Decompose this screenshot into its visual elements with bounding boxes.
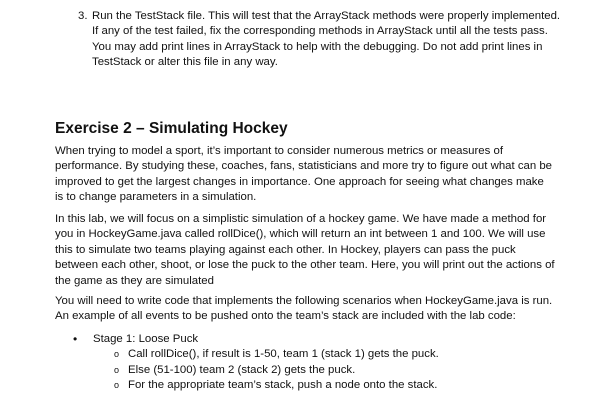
circle-bullet-icon: o — [114, 364, 120, 375]
step-number: 3. — [78, 10, 88, 22]
list-item — [114, 347, 553, 362]
list-item — [114, 363, 553, 378]
paragraph-intro: When trying to model a sport, it’s important to consider numerous metrics or measures of performance. By studying these, coaches, fans, statisticians and more try to figure out what can be improved to get the largest changes in importance. One approach for seeing what changes make is to change parameters in a simulation. — [55, 145, 553, 204]
stage-list — [73, 332, 553, 394]
circle-bullet-icon: o — [114, 349, 120, 360]
stage-1-sublist — [114, 347, 553, 393]
paragraph-simulation: In this lab, we will focus on a simplistic simulation of a hockey game. We have made a method for you in HockeyGame.java called rollDice(), which will return an int between 1 and 100. We will use this to simulate two teams playing against each other. In Hockey, players can pass the puck between each other, shoot, or lose the puck to the other team. Here, you will print out the actions of the game as they are simulated — [55, 213, 555, 287]
list-item-text: Call rollDice(), if result is 1-50, team 1 (stack 1) gets the puck. — [128, 348, 439, 361]
bullet-icon: • — [73, 332, 78, 346]
paragraph-requirements: You will need to write code that implements the following scenarios when HockeyGame.java is run. An example of all events to be pushed onto the team’s stack are included with the lab code: — [55, 295, 553, 323]
exercise-heading: Exercise 2 – Simulating Hockey — [55, 120, 288, 137]
list-item-text: For the appropriate team’s stack, push a node onto the stack. — [128, 379, 438, 392]
circle-bullet-icon: o — [114, 380, 120, 391]
list-item — [114, 378, 553, 393]
step-text: Run the TestStack file. This will test that the ArrayStack methods were properly implemented. If any of the test failed, fix the corresponding methods in ArrayStack until all the tests pass. You may add print lines in ArrayStack to help with the debugging. Do not add print lines in TestStack or alter this file in any way. — [92, 10, 561, 69]
stage-1-label: Stage 1: Loose Puck — [93, 333, 199, 345]
list-item-text: Else (51-100) team 2 (stack 2) gets the puck. — [128, 363, 356, 376]
stage-1-item — [73, 332, 553, 347]
step-3-item — [68, 9, 568, 71]
